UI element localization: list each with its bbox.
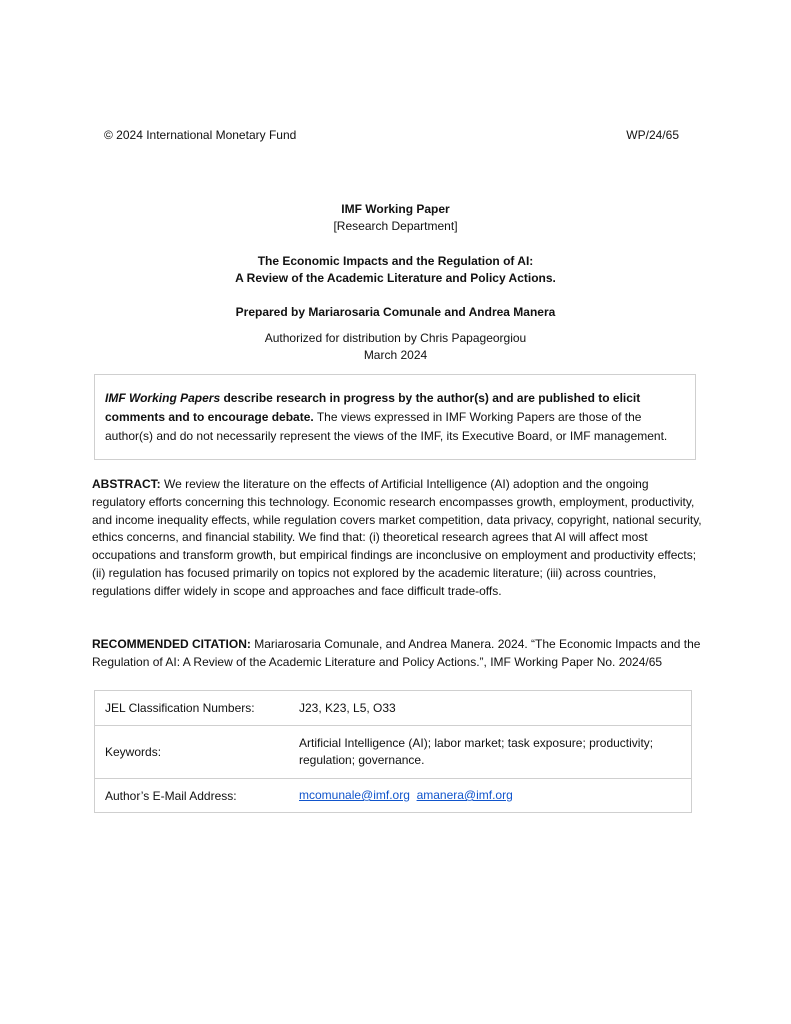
- disclaimer-text: The views expressed in IMF Working Papers are those of the author(s) and do not necessarily represent the views of the IMF, its Executive Board, or IMF management.: [105, 410, 668, 443]
- paper-title-line2: A Review of the Academic Literature and Policy Actions.: [235, 271, 556, 285]
- disclaimer-bold: describe research in progress by the author(s) and are published to elicit comments and to encourage debate.: [105, 391, 641, 424]
- citation-text: Mariarosaria Comunale, and Andrea Manera. 2024. “The Economic Impacts and the Regulation of AI: A Review of the Academic Literature and Policy Actions.”, IMF Working Paper No. 2024/65: [92, 637, 701, 669]
- keywords-row: [95, 725, 691, 778]
- abstract-text: We review the literature on the effects of Artificial Intelligence (AI) adoption and the ongoing regulatory efforts concerning this technology. Economic research encompasses growth, employment, productivity, and income inequality effects, while regulation covers market competition, data privacy, copyright, national security, ethics concerns, and financial stability. We find that: (i) theoretical research agrees that AI will affect most occupations and transform growth, but empirical findings are inconclusive on employment and productivity effects; (ii) regulation has focused primarily on topics not explored by the academic literature; (iii) across countries, regulations differ widely in scope and approaches and face difficult trade-offs.: [92, 477, 702, 598]
- department: [Research Department]: [333, 219, 458, 233]
- paper-title-line1: The Economic Impacts and the Regulation of AI:: [257, 254, 534, 268]
- email-link-comunale[interactable]: mcomunale@imf.org: [299, 788, 410, 802]
- authors: Prepared by Mariarosaria Comunale and Andrea Manera: [235, 305, 556, 319]
- email-row: [95, 778, 691, 812]
- jel-value: J23, K23, L5, O33: [299, 700, 396, 715]
- email-label: Author’s E-Mail Address:: [105, 788, 237, 803]
- jel-label: JEL Classification Numbers:: [105, 701, 255, 715]
- recommended-citation: [92, 636, 704, 672]
- keywords-label: Keywords:: [105, 745, 162, 759]
- email-values: [299, 779, 691, 812]
- jel-table: [94, 690, 692, 813]
- keywords-value: Artificial Intelligence (AI); labor market; task exposure; productivity; regulation; governance.: [299, 736, 654, 767]
- citation-label: RECOMMENDED CITATION:: [92, 637, 251, 651]
- abstract: [92, 476, 704, 601]
- jel-row: [95, 691, 691, 725]
- email-link-manera[interactable]: amanera@imf.org: [416, 788, 513, 802]
- disclaimer-box: [94, 374, 696, 460]
- series-title: IMF Working Paper: [341, 202, 450, 216]
- disclaimer-lead: IMF Working Papers: [105, 391, 221, 405]
- authorized-by: Authorized for distribution by Chris Papageorgiou: [264, 331, 527, 345]
- publication-date: March 2024: [363, 348, 428, 362]
- abstract-label: ABSTRACT:: [92, 477, 161, 491]
- copyright-notice: © 2024 International Monetary Fund: [104, 128, 297, 142]
- paper-number: WP/24/65: [626, 128, 679, 142]
